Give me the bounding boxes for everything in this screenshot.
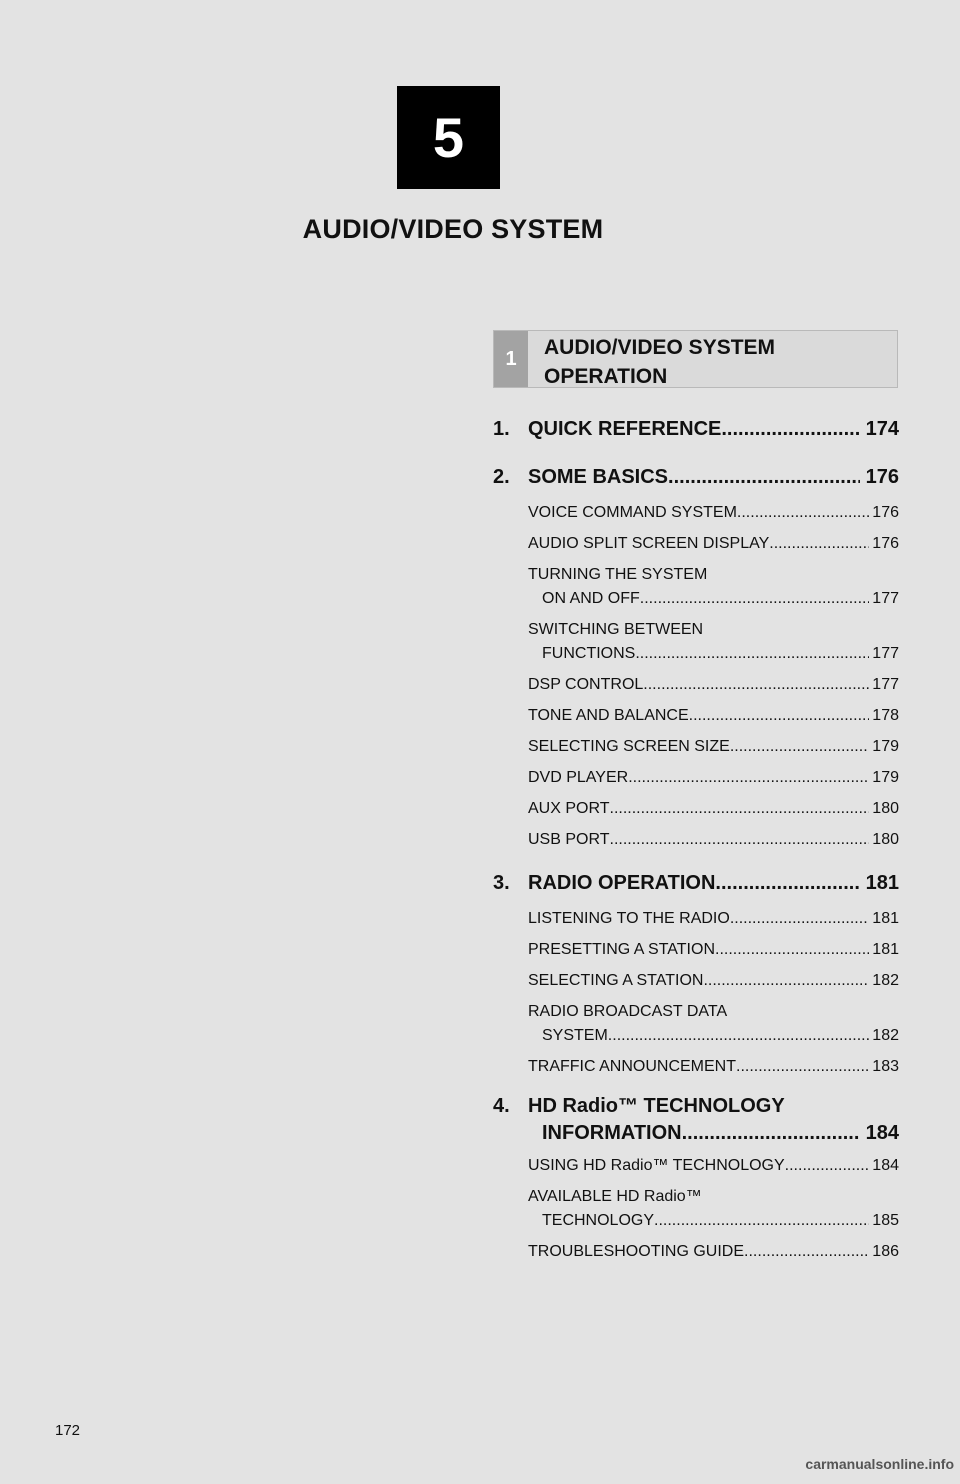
toc-subentry-title: DSP CONTROL [528,676,644,693]
toc-subentry-audio-split-screen[interactable] [528,532,899,556]
toc-subentry-title: AUDIO SPLIT SCREEN DISPLAY [528,535,770,552]
watermark: carmanualsonline.info [805,1456,954,1472]
toc-subentry-traffic-announcement[interactable] [528,1055,899,1079]
toc-subentry-available-hd-radio[interactable] [493,1185,899,1233]
toc-subentry-dvd-player[interactable] [528,766,899,790]
toc-subentry-page: 180 [872,800,899,817]
toc-entry-title-line1: HD Radio™ TECHNOLOGY [528,1095,785,1117]
toc-subentry-title: SELECTING SCREEN SIZE [528,738,730,755]
toc-subentry-title: USING HD Radio™ TECHNOLOGY [528,1157,785,1174]
toc-leader-dots [730,735,869,759]
toc-subentry-page: 181 [872,910,899,927]
toc-subentry-switching-functions[interactable] [493,618,899,666]
toc-subentry-title: TRAFFIC ANNOUNCEMENT [528,1058,736,1075]
toc-entry-page: 181 [865,872,899,894]
toc-subentry-title-line2: SYSTEM [542,1027,608,1044]
toc-leader-dots [736,1055,869,1079]
toc-subentry-page: 178 [872,707,899,724]
toc-subentry-page: 182 [872,972,899,989]
section-title-line1: AUDIO/VIDEO SYSTEM [544,336,776,359]
toc-subentry-radio-broadcast-data[interactable] [493,1000,899,1048]
toc-leader-dots [635,642,869,666]
toc-leader-dots [703,969,869,993]
toc-leader-dots [715,938,869,962]
toc-leader-dots [654,1209,869,1233]
toc-entry-page: 174 [865,418,899,440]
toc-entry-title: SOME BASICS [528,466,669,488]
toc-leader-dots [643,673,869,697]
section-header [493,330,898,388]
toc-entry-title: QUICK REFERENCE [528,418,722,440]
toc-subentry-page: 176 [872,535,899,552]
toc-leader-dots [628,766,869,790]
toc-subentry-voice-command-system[interactable] [528,501,899,525]
section-title-line2: OPERATION [544,365,668,388]
toc-subentry-title: SELECTING A STATION [528,972,704,989]
toc-subentry-tone-balance[interactable] [528,704,899,728]
toc-subentry-troubleshooting-guide[interactable] [528,1240,899,1264]
toc-subentry-page: 182 [872,1027,899,1044]
toc-subentry-title: TROUBLESHOOTING GUIDE [528,1243,745,1260]
chapter-title: AUDIO/VIDEO SYSTEM [302,214,604,244]
toc-leader-dots [610,797,870,821]
toc-entry-number: 3. [493,872,510,894]
toc-subentry-page: 177 [872,590,899,607]
toc-subentry-usb-port[interactable] [528,828,899,852]
toc-leader-dots [682,1119,860,1147]
toc-leader-dots [785,1154,870,1178]
toc-subentry-page: 180 [872,831,899,848]
table-of-contents [493,412,899,1264]
toc-leader-dots [608,1024,870,1048]
page-number: 172 [55,1422,81,1439]
toc-subentry-page: 179 [872,738,899,755]
toc-entry-title-line2: INFORMATION [542,1122,682,1144]
toc-subentry-title-line2: FUNCTIONS [542,645,636,662]
toc-subentry-title-line2: ON AND OFF [542,590,640,607]
toc-subentry-dsp-control[interactable] [528,673,899,697]
toc-subentry-title: AUX PORT [528,800,610,817]
toc-subentry-title: DVD PLAYER [528,769,629,786]
toc-subentry-title: PRESETTING A STATION [528,941,715,958]
toc-entry-title: RADIO OPERATION [528,872,716,894]
toc-entry-number: 1. [493,418,510,440]
toc-subentry-title: TONE AND BALANCE [528,707,689,724]
toc-subentry-turning-system-on-off[interactable] [493,563,899,611]
toc-entry-page: 176 [865,466,899,488]
toc-subentry-page: 185 [872,1212,899,1229]
toc-subentry-title-line2: TECHNOLOGY [542,1212,655,1229]
toc-subentry-presetting-station[interactable] [528,938,899,962]
toc-leader-dots [668,460,860,494]
toc-leader-dots [737,501,869,525]
toc-subentry-page: 176 [872,504,899,521]
toc-leader-dots [730,907,869,931]
toc-leader-dots [769,532,869,556]
toc-subentry-page: 179 [872,769,899,786]
toc-subentry-page: 183 [872,1058,899,1075]
toc-subentry-using-hd-radio[interactable] [528,1154,899,1178]
toc-subentry-page: 184 [872,1157,899,1174]
toc-entry-hd-radio-information[interactable] [493,1093,899,1147]
toc-subentry-listening-radio[interactable] [528,907,899,931]
toc-subentry-aux-port[interactable] [528,797,899,821]
toc-subentry-title: LISTENING TO THE RADIO [528,910,730,927]
chapter-number: 5 [432,106,465,169]
toc-leader-dots [721,412,859,446]
toc-leader-dots [610,828,870,852]
toc-subentry-title: USB PORT [528,831,610,848]
toc-entry-number: 2. [493,466,510,488]
section-title [528,331,775,387]
toc-leader-dots [640,587,870,611]
toc-subentry-screen-size[interactable] [528,735,899,759]
toc-subentry-page: 181 [872,941,899,958]
toc-leader-dots [715,866,859,900]
toc-entry-page: 184 [865,1122,899,1144]
toc-subentry-title: VOICE COMMAND SYSTEM [528,504,737,521]
toc-subentry-page: 177 [872,645,899,662]
toc-entry-radio-operation[interactable] [493,866,899,900]
toc-entry-quick-reference[interactable] [493,412,899,446]
toc-leader-dots [689,704,870,728]
section-number: 1 [494,331,528,387]
toc-subentry-title-line1: TURNING THE SYSTEM [528,566,708,583]
toc-subentry-page: 186 [872,1243,899,1260]
chapter-number-box [397,86,500,189]
toc-entry-some-basics[interactable] [493,460,899,494]
toc-subentry-title-line1: AVAILABLE HD Radio™ [528,1188,702,1205]
toc-subentry-title-line1: SWITCHING BETWEEN [528,621,704,638]
toc-subentry-title-line1: RADIO BROADCAST DATA [528,1003,728,1020]
toc-subentry-page: 177 [872,676,899,693]
toc-subentry-selecting-station[interactable] [528,969,899,993]
toc-entry-number: 4. [493,1095,510,1117]
toc-leader-dots [744,1240,869,1264]
